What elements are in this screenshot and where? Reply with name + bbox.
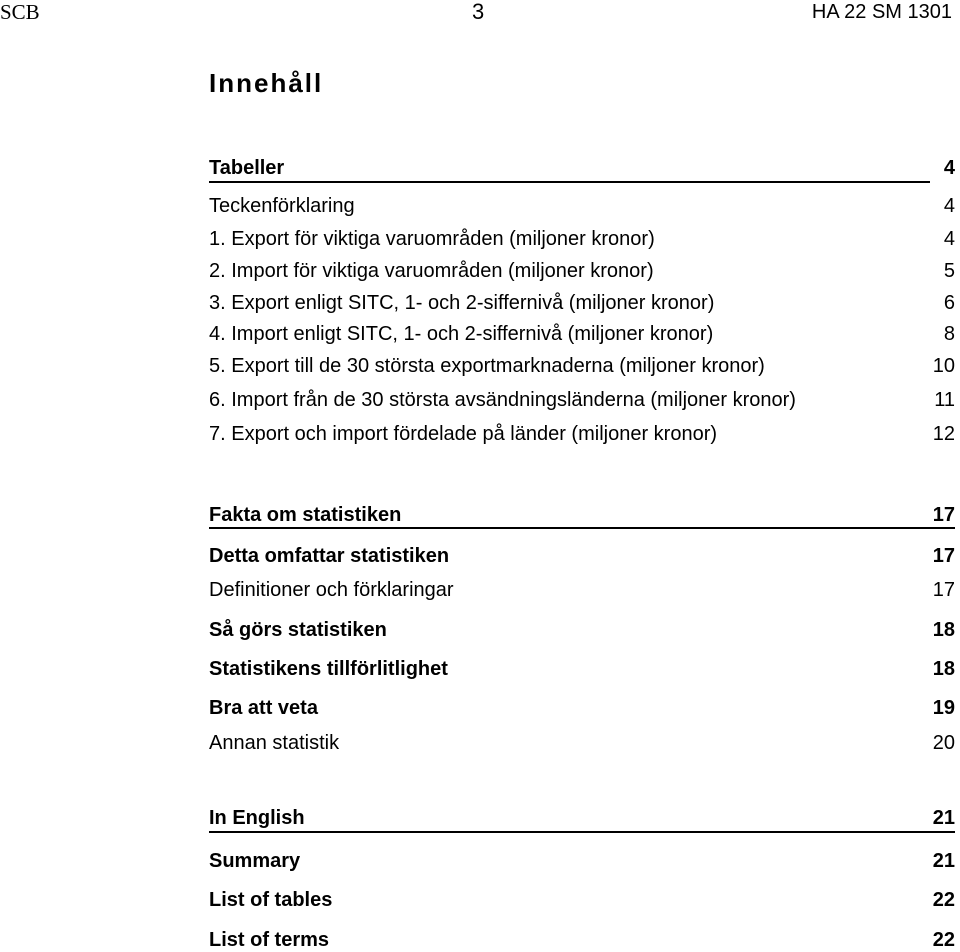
toc-heading-label: In English (209, 807, 305, 829)
toc-item-page: 17 (932, 579, 955, 601)
toc-item-label: Statistikens tillförlitlighet (209, 658, 448, 680)
toc-item (209, 572, 955, 602)
toc-item-page: 18 (932, 619, 955, 641)
toc-item-page: 21 (932, 850, 955, 872)
header-org: SCB (0, 0, 40, 24)
toc-item-page: 11 (934, 389, 955, 411)
toc-item (209, 188, 955, 218)
toc-item (209, 253, 955, 283)
heading-underline-page (930, 831, 955, 833)
toc-item-label: 4. Import enligt SITC, 1- och 2-siffernivå (miljoner kronor) (209, 323, 714, 345)
toc-item (209, 382, 955, 412)
toc-heading-english (209, 800, 955, 830)
toc-item (209, 651, 955, 681)
toc-item (209, 690, 955, 720)
toc-item-label: 5. Export till de 30 största exportmarknaderna (miljoner kronor) (209, 355, 765, 377)
toc-item-page: 12 (932, 423, 955, 445)
toc-item-page: 18 (932, 658, 955, 680)
toc-item-page: 19 (932, 697, 955, 719)
toc-item (209, 316, 955, 346)
toc-heading-page: 21 (932, 807, 955, 829)
toc-item-label: List of terms (209, 929, 330, 951)
toc-item (209, 725, 955, 755)
toc-item-page: 22 (932, 929, 955, 951)
heading-underline (209, 181, 930, 183)
heading-underline (209, 527, 930, 529)
toc-item-page: 6 (943, 292, 955, 314)
publication-code: HA 22 SM 1301 (811, 1, 952, 23)
toc-item (209, 285, 955, 315)
toc-item-label: Teckenförklaring (209, 195, 355, 217)
toc-item-label: Definitioner och förklaringar (209, 579, 454, 601)
toc-item (209, 348, 955, 378)
toc-item-page: 10 (932, 355, 955, 377)
toc-item-page: 17 (932, 545, 955, 567)
toc-item (209, 882, 955, 912)
toc-item-page: 20 (932, 732, 955, 754)
toc-item-label: Bra att veta (209, 697, 318, 719)
toc-heading-fakta (209, 497, 955, 527)
toc-item-label: 7. Export och import fördelade på länder (miljoner kronor) (209, 423, 718, 445)
toc-item-label: Så görs statistiken (209, 619, 387, 641)
toc-item (209, 538, 955, 568)
toc-item-page: 8 (943, 323, 955, 345)
toc-item-page: 4 (943, 195, 955, 217)
toc-heading-tabeller (209, 150, 955, 180)
toc-heading-label: Tabeller (209, 157, 285, 179)
toc-item-page: 4 (943, 228, 955, 250)
toc-heading-page: 17 (932, 504, 955, 526)
toc-item-label: 2. Import för viktiga varuområden (miljoner kronor) (209, 260, 654, 282)
toc-item-label: 1. Export för viktiga varuområden (miljoner kronor) (209, 228, 655, 250)
toc-item (209, 221, 955, 251)
toc-item-label: 6. Import från de 30 största avsändningsländerna (miljoner kronor) (209, 389, 796, 411)
toc-item-label: List of tables (209, 889, 333, 911)
toc-item-label: Summary (209, 850, 301, 872)
toc-item (209, 612, 955, 642)
page-number: 3 (472, 0, 485, 24)
toc-item (209, 416, 955, 446)
toc-item-page: 5 (943, 260, 955, 282)
toc-item (209, 843, 955, 873)
toc-item-page: 22 (932, 889, 955, 911)
toc-item-label: 3. Export enligt SITC, 1- och 2-siffernivå (miljoner kronor) (209, 292, 715, 314)
toc-item-label: Annan statistik (209, 732, 340, 754)
toc-item-label: Detta omfattar statistiken (209, 545, 450, 567)
heading-underline-page (930, 527, 955, 529)
heading-underline (209, 831, 930, 833)
page-title: Innehåll (209, 68, 324, 98)
toc-heading-label: Fakta om statistiken (209, 504, 402, 526)
toc-heading-page: 4 (943, 157, 955, 179)
